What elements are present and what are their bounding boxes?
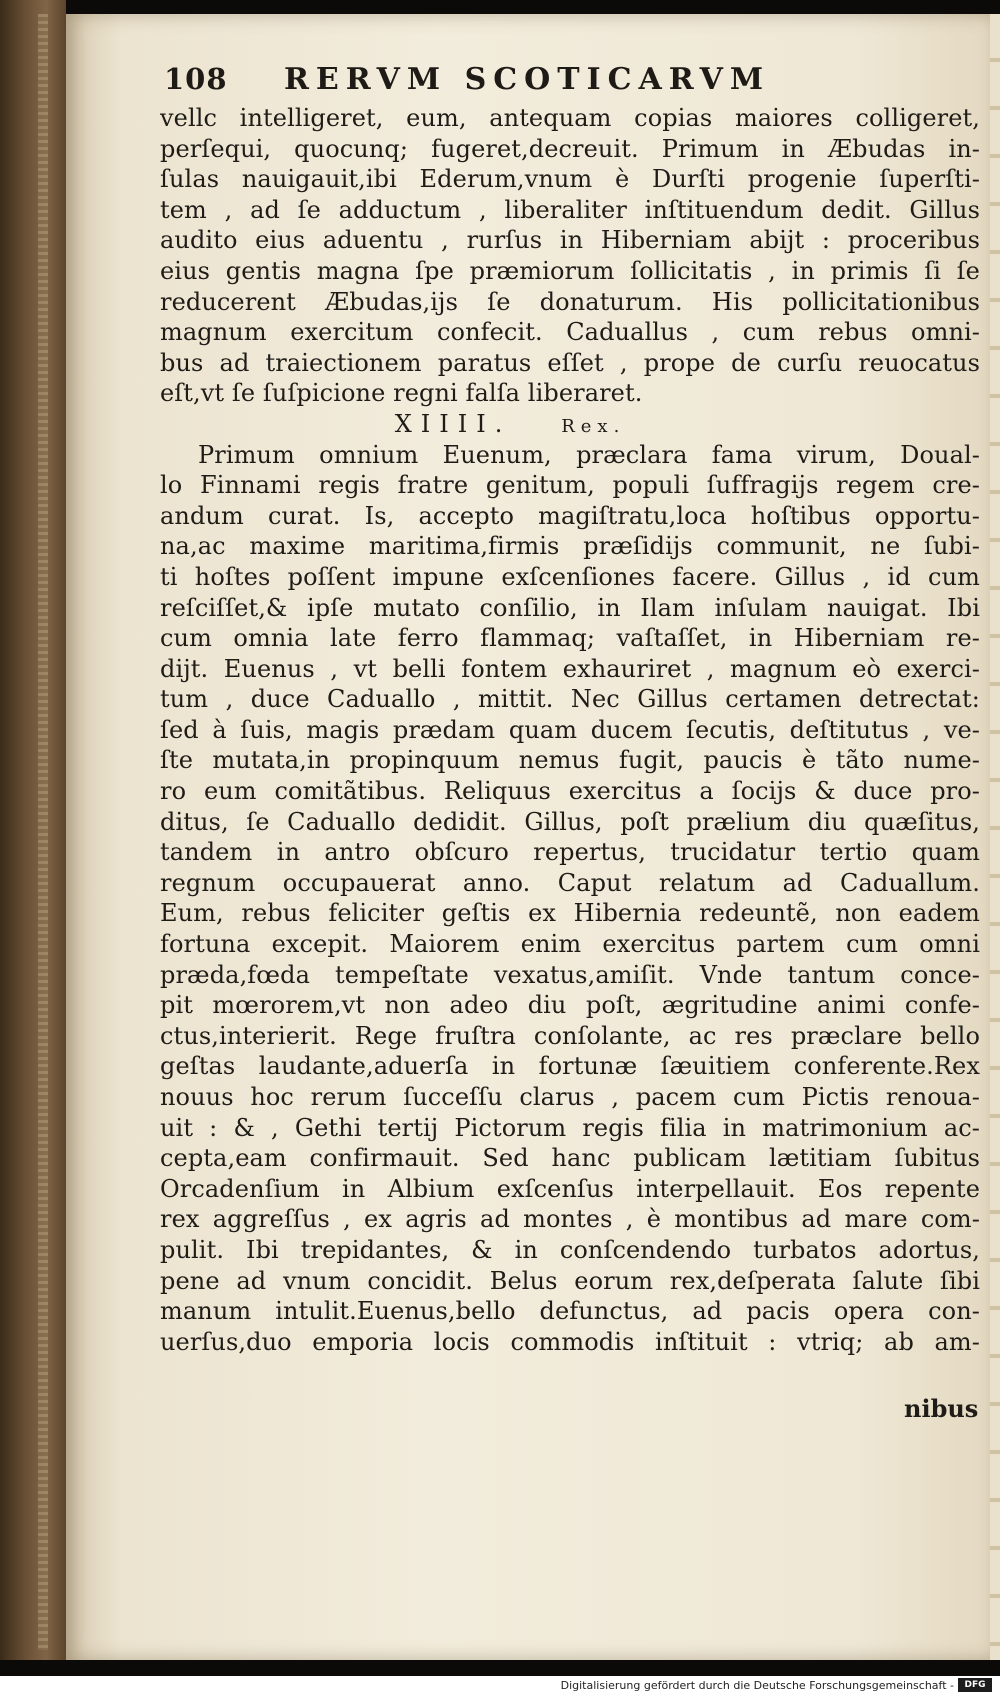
text-line: uit : & , Gethi tertij Pictorum regis filia in matrimonium ac- — [160, 1113, 980, 1142]
text-line: ctus,interierit. Rege fruſtra conſolante, ac res præclare bello — [160, 1021, 980, 1050]
text-line: rex aggreſſus , ex agris ad montes , è montibus ad mare com- — [160, 1205, 980, 1234]
text-line: manum intulit.Euenus,bello defunctus, ad pacis opera con- — [160, 1297, 980, 1326]
text-line: perſequi, quocunq; fugeret,decreuit. Primum in Æbudas in- — [160, 134, 980, 163]
text-line: vellc intelligeret, eum, antequam copias maiores colligeret, — [160, 104, 980, 132]
book-spine-edge — [0, 0, 66, 1660]
text-line: tem , ad ſe adductum , liberaliter inſtituendum dedit. Gillus — [160, 195, 980, 224]
section-label: Rex. — [561, 415, 626, 437]
page-number: 108 — [164, 62, 228, 96]
text-line: præda,fœda tempeſtate vexatus,amiſit. Vnde tantum conce- — [160, 960, 980, 989]
text-line: eius gentis magna ſpe præmiorum ſollicitatis , in primis ſi ſe — [160, 256, 980, 285]
text-line: pulit. Ibi trepidantes, & in conſcendendo turbatos adortus, — [160, 1235, 980, 1264]
text-line: dijt. Euenus , vt belli fontem exhauriret , magnum eò exerci- — [160, 654, 980, 683]
text-line: eſt,vt ſe ſuſpicione regni falſa liberaret. — [160, 379, 643, 408]
running-title: RERVM SCOTICARVM — [284, 62, 771, 97]
text-line: ſed à ſuis, magis prædam quam ducem ſecutis, deſtitutus , ve- — [160, 715, 980, 744]
text-line: cepta,eam confirmauit. Sed hanc publicam lætitiam ſubitus — [160, 1144, 980, 1173]
text-line: reducerent Æbudas,ijs ſe donaturum. His pollicitationibus — [160, 287, 980, 316]
text-line: audito eius aduentu , rurſus in Hiberniam abijt : proceribus — [160, 226, 980, 255]
funding-credit: Digitalisierung gefördert durch die Deutsche Forschungsgemeinschaft - — [560, 1679, 954, 1692]
text-line: Primum omnium Euenum, præclara fama virum, Doual- — [198, 440, 980, 469]
text-line: nouus hoc rerum ſucceſſu clarus , pacem cum Pictis renoua- — [160, 1083, 980, 1111]
text-line: bus ad traiectionem paratus eſſet , prope de curſu reuocatus — [160, 348, 980, 377]
text-line: ſulas nauigauit,ibi Ederum,vnum è Durſti progenie ſuperſti- — [160, 165, 980, 194]
text-line: reſciſſet,& ipſe mutato conſilio, in Ilam inſulam nauigat. Ibi — [160, 593, 980, 622]
catchword: nibus — [904, 1394, 979, 1423]
text-line: ſte mutata,in propinquum nemus fugit, paucis è tãto nume- — [160, 746, 980, 775]
section-heading — [160, 409, 980, 440]
text-line: ti hoſtes poſſent impune exſcenſiones facere. Gillus , id cum — [160, 562, 980, 591]
text-line: tandem in antro obſcuro repertus, trucidatur tertio quam — [160, 838, 980, 867]
main-text-block — [160, 103, 980, 1357]
section-number: XIIII. — [394, 409, 512, 438]
text-line: Orcadenſium in Albium exſcenſus interpellauit. Eos repente — [160, 1174, 980, 1203]
text-line: tum , duce Caduallo , mittit. Nec Gillus certamen detrectat: — [160, 685, 980, 714]
text-line: geſtas laudante,aduerſa in fortunæ ſæuitiem conferente.Rex — [160, 1052, 980, 1081]
text-line: lo Finnami regis fratre genitum, populi ſuffragijs regem cre- — [160, 471, 980, 500]
text-line: regnum occupauerat anno. Caput relatum ad Caduallum. — [160, 868, 980, 897]
text-line: fortuna excepit. Maiorem enim exercitus partem cum omni — [160, 930, 980, 959]
text-line: Eum, rebus feliciter geſtis ex Hibernia redeuntẽ, non eadem — [160, 899, 980, 928]
text-line: magnum exercitum confecit. Caduallus , cum rebus omni- — [160, 318, 980, 347]
text-line: uerſus,duo emporia locis commodis inſtituit : vtriq; ab am- — [160, 1327, 980, 1356]
dfg-logo-icon: DFG — [958, 1678, 992, 1692]
text-line: pene ad vnum concidit. Belus eorum rex,deſperata ſalute ſibi — [160, 1266, 980, 1295]
text-line: pit mœrorem,vt non adeo diu poſt, ægritudine animi confe- — [160, 991, 980, 1020]
running-head — [164, 62, 964, 102]
text-line: cum omnia late ferro flammaq; vaſtaſſet, in Hiberniam re- — [160, 624, 980, 653]
text-line: na,ac maxime maritima,firmis præſidijs communit, ne ſubi- — [160, 532, 980, 561]
text-line: andum curat. Is, accepto magiſtratu,loca hoſtibus opportu- — [160, 501, 980, 530]
page-edge-right — [990, 14, 1000, 1660]
text-line: ro eum comitãtibus. Reliquus exercitus a ſocijs & duce pro- — [160, 777, 980, 806]
text-line: ditus, ſe Caduallo dedidit. Gillus, poſt prælium diu quæſitus, — [160, 807, 980, 836]
